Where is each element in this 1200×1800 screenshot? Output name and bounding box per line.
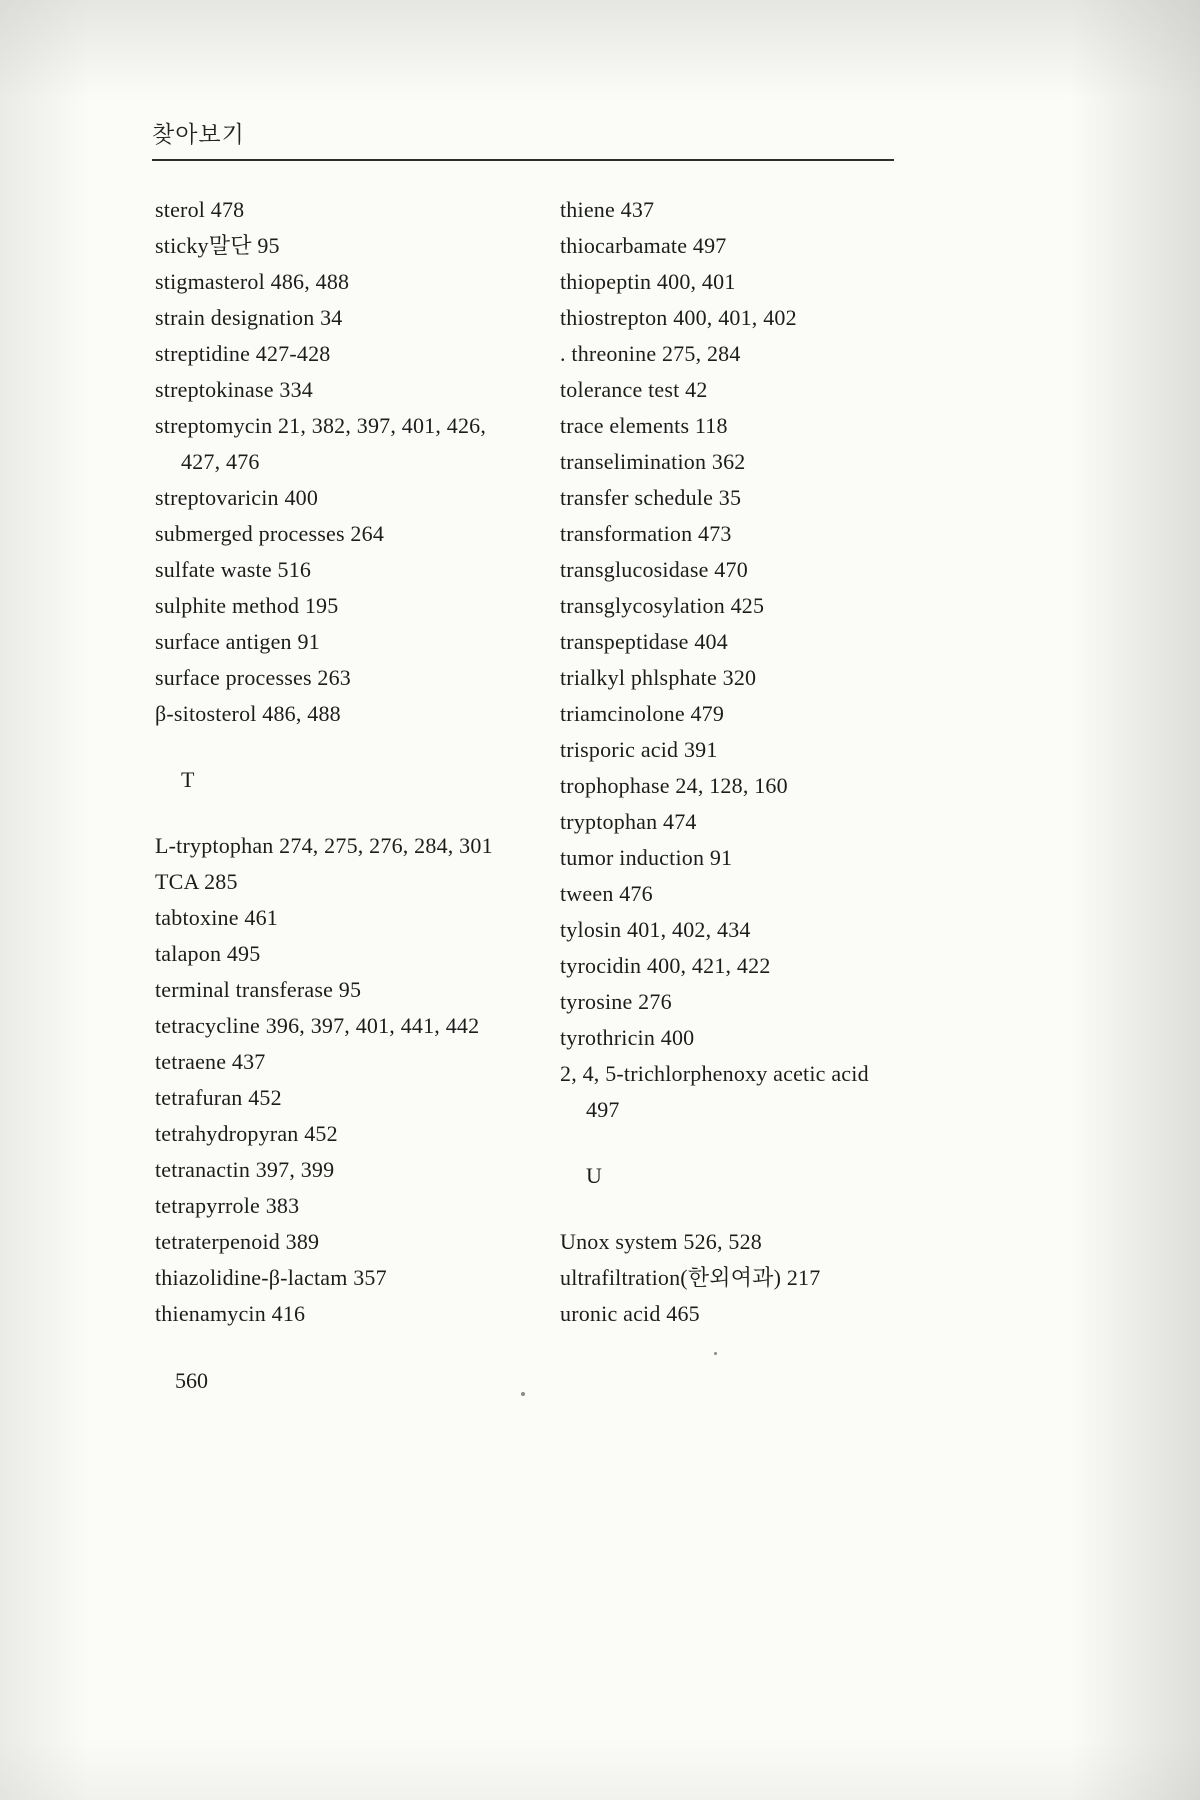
page-header-block [152, 116, 894, 161]
index-entry: tetrapyrrole 383 [155, 1193, 300, 1218]
index-entry: tyrocidin 400, 421, 422 [560, 953, 771, 978]
index-entry: tetrahydropyran 452 [155, 1121, 338, 1146]
index-entry: sterol 478 [155, 197, 245, 222]
page-header: 찾아보기 [152, 122, 245, 147]
page-number: 560 [175, 1368, 208, 1393]
index-entry: thiopeptin 400, 401 [560, 269, 736, 294]
index-entry: tryptophan 474 [560, 809, 697, 834]
index-entry: 2, 4, 5-trichlorphenoxy acetic acid [560, 1061, 869, 1086]
index-entry: tetrafuran 452 [155, 1085, 282, 1110]
index-entry: trophophase 24, 128, 160 [560, 773, 788, 798]
index-entry: transglycosylation 425 [560, 593, 765, 618]
index-entry: transpeptidase 404 [560, 629, 728, 654]
index-entry: triamcinolone 479 [560, 701, 725, 726]
index-entry: ultrafiltration(한외여과) 217 [560, 1265, 821, 1290]
index-entry: tetracycline 396, 397, 401, 441, 442 [155, 1013, 480, 1038]
scan-speck [714, 1352, 717, 1355]
index-entry: thiocarbamate 497 [560, 233, 727, 258]
index-entry: tumor induction 91 [560, 845, 733, 870]
index-entry: thiazolidine-β-lactam 357 [155, 1265, 387, 1290]
index-entry: tween 476 [560, 881, 653, 906]
index-entry: strain designation 34 [155, 305, 343, 330]
index-entry: . threonine 275, 284 [560, 341, 741, 366]
index-entry: sulfate waste 516 [155, 557, 312, 582]
index-entry: β-sitosterol 486, 488 [155, 701, 341, 726]
index-entry: tetraterpenoid 389 [155, 1229, 320, 1254]
index-entry: uronic acid 465 [560, 1301, 700, 1326]
index-entry: tolerance test 42 [560, 377, 708, 402]
index-entry: tetranactin 397, 399 [155, 1157, 335, 1182]
scan-speck [521, 1392, 525, 1396]
index-entry: transglucosidase 470 [560, 557, 748, 582]
index-entry: thiostrepton 400, 401, 402 [560, 305, 797, 330]
index-entry: streptokinase 334 [155, 377, 313, 402]
index-entry: tabtoxine 461 [155, 905, 278, 930]
index-entry: transfer schedule 35 [560, 485, 742, 510]
index-entry: trialkyl phlsphate 320 [560, 665, 757, 690]
index-entry: talapon 495 [155, 941, 261, 966]
index-column-left [155, 192, 560, 1332]
index-entry: tetraene 437 [155, 1049, 266, 1074]
index-column-right [560, 192, 1080, 1332]
index-entry: streptidine 427-428 [155, 341, 331, 366]
index-entry-continuation: 497 [586, 1097, 620, 1122]
index-entry: surface processes 263 [155, 665, 352, 690]
section-heading: T [181, 767, 195, 792]
index-entry: TCA 285 [155, 869, 238, 894]
index-entry: thiene 437 [560, 197, 655, 222]
index-entry: surface antigen 91 [155, 629, 320, 654]
index-entry: submerged processes 264 [155, 521, 385, 546]
index-entry: transelimination 362 [560, 449, 746, 474]
index-columns [155, 192, 1080, 1332]
index-entry: tyrothricin 400 [560, 1025, 695, 1050]
index-entry: stigmasterol 486, 488 [155, 269, 350, 294]
index-entry: streptovaricin 400 [155, 485, 319, 510]
index-entry: Unox system 526, 528 [560, 1229, 762, 1254]
index-entry: tyrosine 276 [560, 989, 672, 1014]
index-entry: trisporic acid 391 [560, 737, 718, 762]
section-heading: U [586, 1163, 602, 1188]
index-entry: tylosin 401, 402, 434 [560, 917, 751, 942]
index-entry: streptomycin 21, 382, 397, 401, 426, [155, 413, 487, 438]
index-entry: terminal transferase 95 [155, 977, 362, 1002]
index-entry: transformation 473 [560, 521, 732, 546]
index-entry: sulphite method 195 [155, 593, 339, 618]
index-entry-continuation: 427, 476 [181, 449, 260, 474]
index-entry: thienamycin 416 [155, 1301, 306, 1326]
index-entry: trace elements 118 [560, 413, 728, 438]
index-entry: L-tryptophan 274, 275, 276, 284, 301 [155, 833, 493, 858]
index-entry: sticky말단 95 [155, 233, 280, 258]
